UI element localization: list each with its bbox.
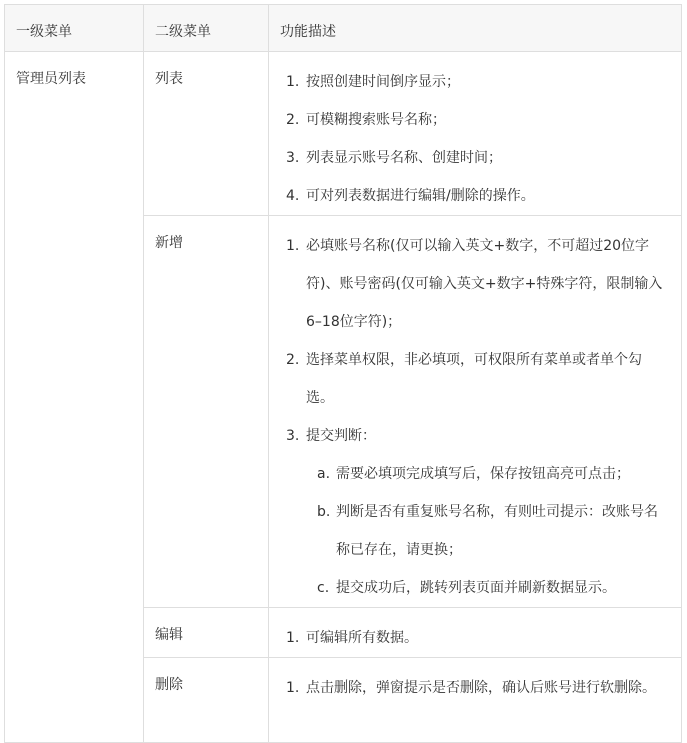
item-text: 必填账号名称(仅可以输入英文+数字，不可超过20位字符)、账号密码(仅可输入英文+数字+特殊字符，限制输入6–18位字符)； [306,238,663,330]
level2-menu-name: 删除 [155,677,183,693]
list-item [286,669,669,707]
item-number: 2. [286,112,300,128]
header-level2-label: 二级菜单 [155,24,211,40]
item-number: 3. [286,150,300,166]
item-text: 提交判断： [306,428,376,444]
item-number: 1. [286,74,300,90]
description-cell [269,658,682,743]
item-number: 4. [286,188,300,204]
item-number: 1. [286,238,300,254]
sub-item-text: 判断是否有重复账号名称，有则吐司提示：改账号名称已存在，请更换； [336,504,658,558]
description-cell [269,216,682,608]
list-item [286,63,669,101]
header-level1-label: 一级菜单 [16,24,72,40]
item-number: 1. [286,630,300,646]
sub-list-item [317,493,669,569]
table-row [5,52,682,216]
list-item [286,177,669,215]
description-list [269,608,681,657]
description-list [269,52,681,215]
sub-item-text: 提交成功后，跳转列表页面并刷新数据显示。 [336,580,616,596]
level2-cell [144,608,269,658]
level2-menu-name: 编辑 [155,627,183,643]
level2-cell [144,216,269,608]
table-header-row [5,5,682,52]
item-text: 点击删除，弹窗提示是否删除，确认后账号进行软删除。 [306,680,656,696]
item-number: 3. [286,428,300,444]
item-text: 可模糊搜索账号名称； [306,112,446,128]
item-text: 按照创建时间倒序显示； [306,74,460,90]
item-text: 列表显示账号名称、创建时间； [306,150,502,166]
level2-menu-name: 新增 [155,235,183,251]
sub-item-letter: c. [317,580,330,596]
list-item [286,417,669,607]
sub-item-text: 需要必填项完成填写后，保存按钮高亮可点击； [336,466,630,482]
sub-item-letter: a. [317,466,331,482]
sub-list-item [317,455,669,493]
list-item [286,341,669,417]
list-item [286,139,669,177]
item-text: 选择菜单权限，非必填项，可权限所有菜单或者单个勾选。 [306,352,642,406]
item-number: 1. [286,680,300,696]
description-cell [269,608,682,658]
list-item [286,619,669,657]
item-text: 可对列表数据进行编辑/删除的操作。 [306,188,535,204]
list-item [286,101,669,139]
header-cell [269,5,682,52]
item-number: 2. [286,352,300,368]
level1-cell [5,52,144,743]
sub-list-item [317,569,669,607]
header-description-label: 功能描述 [280,24,336,40]
item-text: 可编辑所有数据。 [306,630,418,646]
list-item [286,227,669,341]
header-cell [144,5,269,52]
sub-item-letter: b. [317,504,331,520]
level2-menu-name: 列表 [155,71,183,87]
description-cell [269,52,682,216]
description-list [269,658,681,707]
header-cell [5,5,144,52]
menu-function-table [4,4,682,743]
level2-cell [144,52,269,216]
sub-list [306,455,669,607]
level2-cell [144,658,269,743]
description-list [269,216,681,607]
level1-menu-name: 管理员列表 [16,71,86,87]
